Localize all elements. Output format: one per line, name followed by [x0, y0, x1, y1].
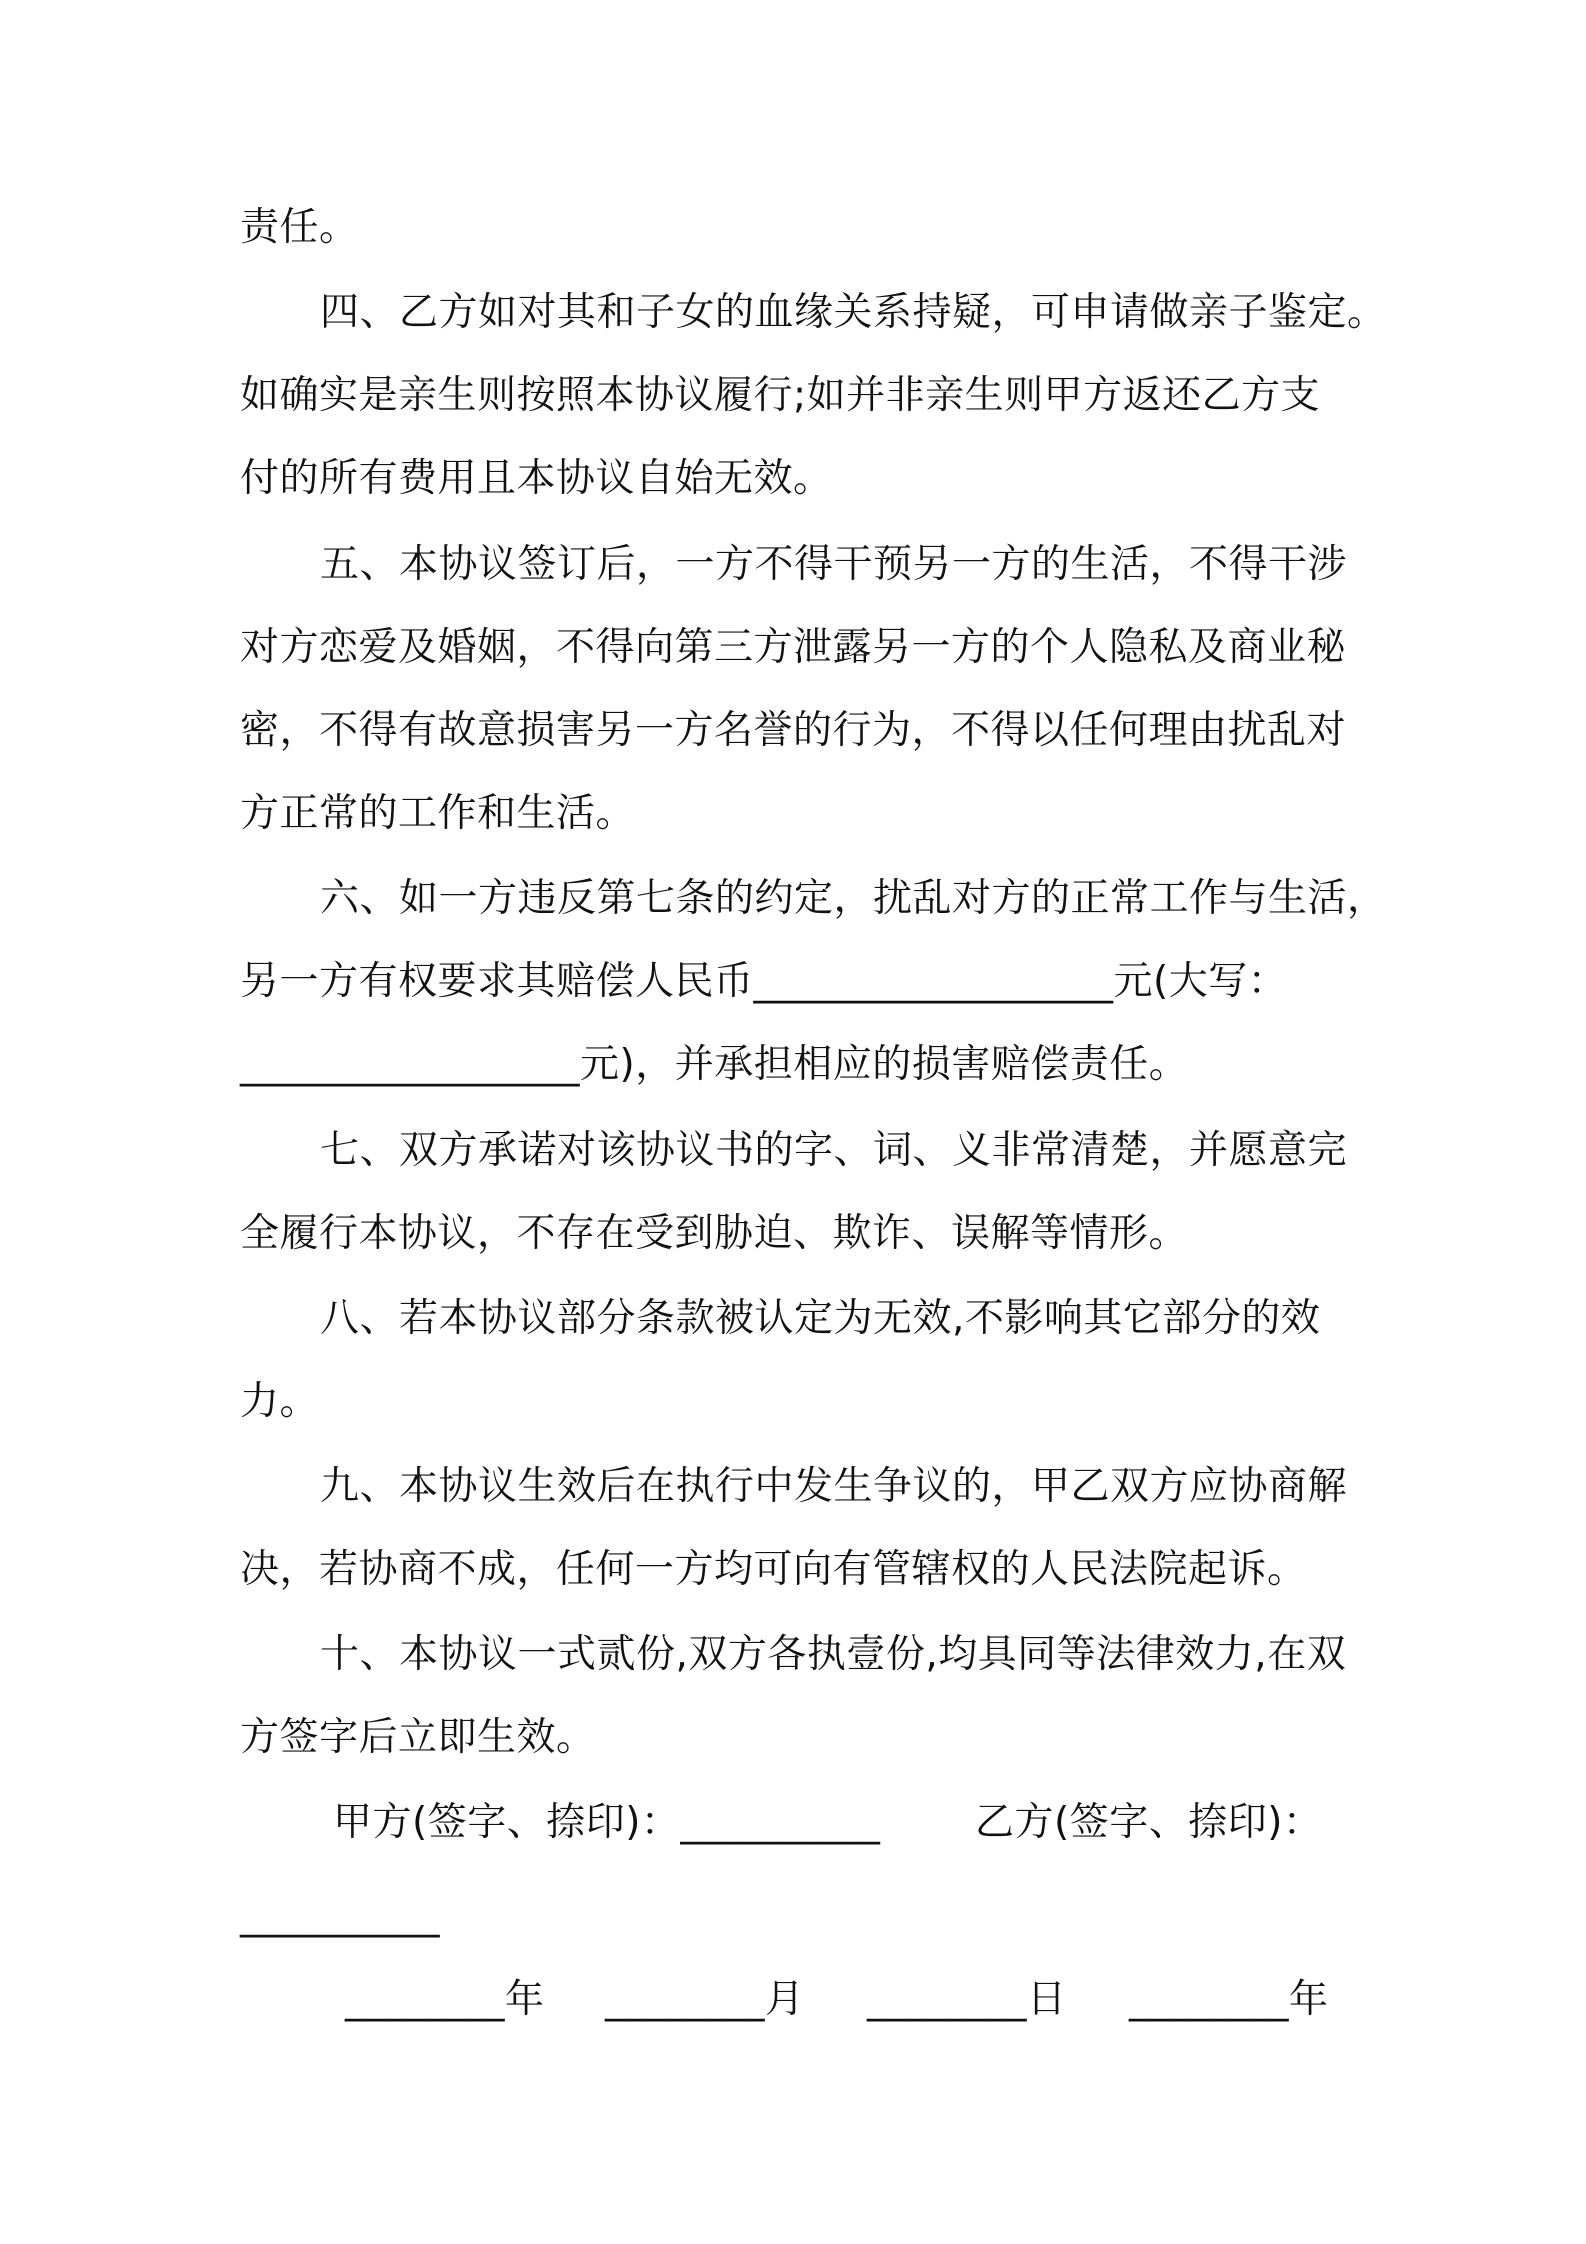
clause-10-line-1: 十、本协议一式贰份,双方各执壹份,均具同等法律效力,在双: [320, 1632, 1347, 1677]
date-line: [345, 1970, 1355, 2030]
clause-7-line-2: 全履行本协议，不存在受到胁迫、欺诈、误解等情形。: [240, 1211, 1189, 1256]
clause-5-line-3: 密，不得有故意损害另一方名誉的行为，不得以任何理由扰乱对: [240, 708, 1347, 753]
clause-8-line-2: 力。: [240, 1379, 320, 1424]
clause-4-line-3: 付的所有费用且本协议自始无效。: [240, 456, 833, 501]
clause-4-line-1: 四、乙方如对其和子女的血缘关系持疑，可申请做亲子鉴定。: [320, 290, 1387, 335]
clause-9-line-1: 九、本协议生效后在执行中发生争议的，甲乙双方应协商解: [320, 1464, 1348, 1509]
party-a-signature: 甲方(签字、捺印)：__________: [333, 1800, 881, 1845]
signature-continuation: __________: [240, 1893, 440, 1938]
date-month: ________月: [605, 1977, 805, 2022]
clause-8-line-1: 八、若本协议部分条款被认定为无效,不影响其它部分的效: [320, 1296, 1321, 1341]
clause-9-line-2: 决，若协商不成，任何一方均可向有管辖权的人民法院起诉。: [240, 1547, 1307, 1592]
date-year-b: ________年: [1129, 1977, 1329, 2022]
date-year-a: ________年: [345, 1977, 545, 2022]
clause-5-line-1: 五、本协议签订后，一方不得干预另一方的生活，不得干涉: [320, 542, 1348, 587]
clause-5-line-2: 对方恋爱及婚姻，不得向第三方泄露另一方的个人隐私及商业秘: [240, 625, 1347, 670]
clause-10-line-2: 方签字后立即生效。: [240, 1715, 596, 1760]
date-day: ________日: [867, 1977, 1067, 2022]
clause-6-line-1: 六、如一方违反第七条的约定，扰乱对方的正常工作与生活，: [320, 876, 1387, 921]
clause-5-line-4: 方正常的工作和生活。: [240, 791, 636, 836]
clause-6-line-3: _________________元)，并承担相应的损害赔偿责任。: [240, 1042, 1189, 1087]
clause-6-line-2: 另一方有权要求其赔偿人民币__________________元(大写：: [240, 959, 1288, 1004]
text-line-1: 责任。: [240, 205, 359, 250]
clause-7-line-1: 七、双方承诺对该协议书的字、词、义非常清楚，并愿意完: [320, 1128, 1348, 1173]
clause-4-line-2: 如确实是亲生则按照本协议履行;如并非亲生则甲方返还乙方支: [240, 373, 1321, 418]
party-b-signature: 乙方(签字、捺印)：: [975, 1800, 1323, 1845]
